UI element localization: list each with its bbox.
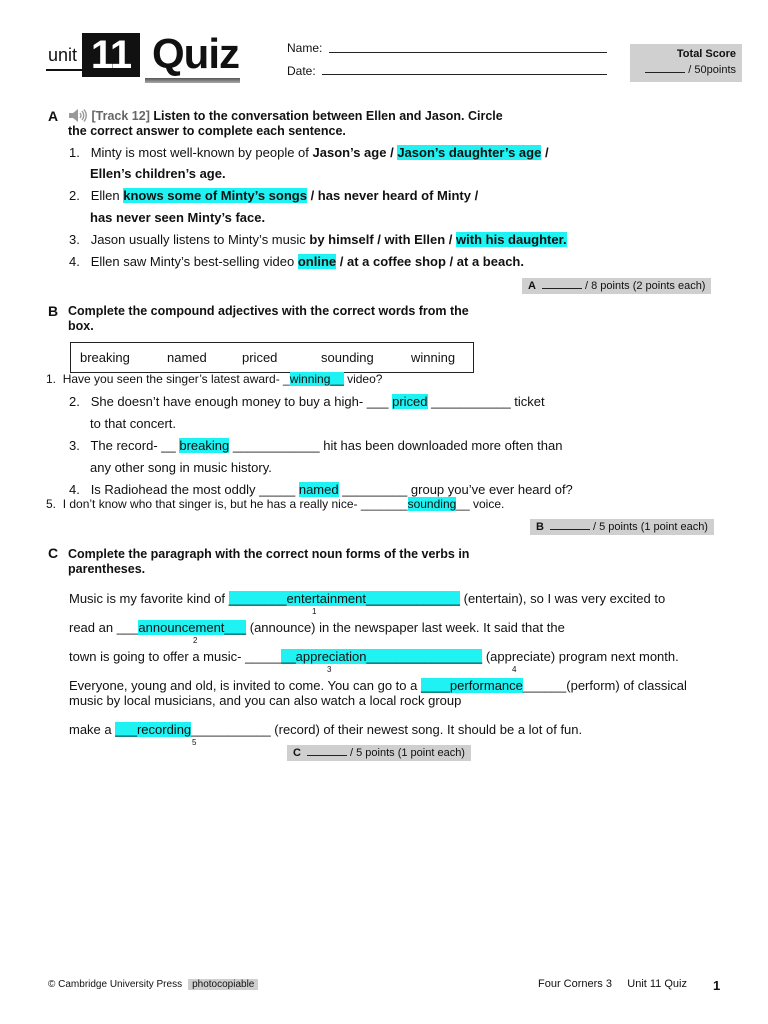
section-c-score-blank[interactable] (307, 748, 347, 756)
list-item-b1: 1. Have you seen the singer’s latest award- _winning__ video? (46, 372, 383, 386)
answer-blank[interactable]: winning__ (289, 372, 344, 386)
quiz-title-bar (145, 78, 240, 83)
paragraph-line-6: make a ___recording___________ (record) of their newest song. It should be a lot of fun. (69, 722, 583, 737)
paragraph-line-5: music by local musicians, and you can also watch a local rock group (69, 693, 462, 708)
date-label: Date: (287, 64, 316, 78)
circled-answer[interactable]: with his daughter. (456, 232, 567, 247)
continuation-text: to that concert. (90, 416, 176, 431)
total-score-points: / 50points (688, 64, 736, 76)
box-word: sounding (321, 350, 374, 365)
list-item-b4: 4. Is Radiohead the most oddly _____ named _________ group you’ve ever heard of? (69, 482, 573, 497)
instruction-line-2: the correct answer to complete each sentence. (68, 124, 346, 138)
blank-number: 1 (312, 607, 317, 616)
answer-blank[interactable]: __appreciation________________ (281, 649, 483, 664)
answer-blank[interactable]: ___recording (115, 722, 192, 737)
circled-answer[interactable]: Jason’s daughter’s age (397, 145, 542, 160)
section-a-score-blank[interactable] (542, 281, 582, 289)
page-number: 1 (713, 978, 721, 993)
answer-blank[interactable]: ________entertainment_____________ (228, 591, 460, 606)
circled-answer[interactable]: online (297, 254, 337, 269)
total-score-blank[interactable] (645, 65, 685, 73)
box-word: named (167, 350, 207, 365)
section-c-subtotal: C / 5 points (1 point each) (287, 745, 471, 761)
section-b-letter: B (48, 303, 59, 319)
photocopiable-badge: photocopiable (188, 979, 258, 990)
answer-blank[interactable]: announcement___ (138, 620, 247, 635)
blank-number: 4 (512, 665, 517, 674)
blank-number: 3 (327, 665, 332, 674)
section-c-instruction: Complete the paragraph with the correct noun forms of the verbs in parentheses. (68, 547, 470, 576)
name-label: Name: (287, 41, 323, 55)
instruction-line-1: Listen to the conversation between Ellen and Jason. Circle (153, 109, 503, 123)
choice[interactable]: by himself / with Ellen / (309, 232, 453, 247)
list-item-a4: 4. Ellen saw Minty’s best-selling video online / at a coffee shop / at a beach. (69, 254, 524, 269)
paragraph-line-3: town is going to offer a music- _______appreciation________________ (appreciate) program next month. (69, 649, 679, 664)
blank-number: 5 (192, 738, 197, 747)
name-field[interactable] (329, 52, 607, 53)
word-box (70, 342, 474, 373)
date-field[interactable] (322, 74, 607, 75)
answer-blank[interactable]: breaking (179, 438, 230, 453)
answer-blank[interactable]: named (298, 482, 339, 497)
answer-blank[interactable]: sounding (407, 497, 457, 511)
paragraph-line-2: read an ___announcement___ (announce) in the newspaper last week. It said that the (69, 620, 565, 635)
box-word: winning (411, 350, 456, 365)
answer-blank[interactable]: ____performance (420, 678, 523, 693)
total-score-label: Total Score (676, 48, 736, 60)
choice[interactable]: / at a coffee shop / at a beach. (339, 254, 524, 269)
paragraph-line-1: Music is my favorite kind of ________entertainment_____________ (entertain), so I was very excited to (69, 591, 666, 606)
paragraph-line-4: Everyone, young and old, is invited to come. You can go to a ____performance______(perform) of classical (69, 678, 687, 693)
section-a-letter: A (48, 108, 59, 124)
list-item-b5: 5. I don’t know who that singer is, but he has a really nice- _______sounding__ voice. (46, 497, 505, 511)
choice[interactable]: / has never heard of Minty / (310, 188, 479, 203)
box-word: priced (242, 350, 278, 365)
list-item-b3: 3. The record- __ breaking ____________ hit has been downloaded more often than (69, 438, 563, 453)
choice[interactable]: Jason’s age / (312, 145, 394, 160)
section-b-subtotal: B / 5 points (1 point each) (530, 519, 714, 535)
section-b-instruction: Complete the compound adjectives with the correct words from the box. (68, 304, 469, 333)
continuation-text: any other song in music history. (90, 460, 272, 475)
section-c-letter: C (48, 545, 59, 561)
unit-number-badge: 11 (82, 33, 140, 77)
section-b-score-blank[interactable] (550, 522, 590, 530)
list-item-b2: 2. She doesn’t have enough money to buy a high- ___ priced ___________ ticket (69, 394, 545, 409)
footer-book-info: Four Corners 3 Unit 11 Quiz (538, 978, 687, 990)
list-item-a2: 2. Ellen knows some of Minty’s songs / has never heard of Minty / (69, 188, 479, 203)
total-score-box (630, 44, 742, 82)
circled-answer[interactable]: knows some of Minty’s songs (123, 188, 307, 203)
unit-label: unit (48, 45, 78, 65)
footer-copyright: © Cambridge University Press photocopiable (48, 979, 258, 990)
speaker-icon[interactable] (68, 109, 88, 122)
list-item-a1: 1. Minty is most well-known by people of Jason’s age / Jason’s daughter’s age / (69, 145, 549, 160)
answer-blank[interactable]: priced (392, 394, 428, 409)
section-a-subtotal: A / 8 points (2 points each) (522, 278, 711, 294)
choice[interactable]: Ellen’s children’s age. (90, 166, 226, 181)
box-word: breaking (80, 350, 130, 365)
blank-number: 2 (193, 636, 198, 645)
quiz-title: Quiz (152, 30, 239, 77)
track-label: [Track 12] (91, 109, 150, 123)
section-a-instruction (68, 109, 503, 139)
list-item-a3: 3. Jason usually listens to Minty’s music by himself / with Ellen / with his daughter. (69, 232, 567, 247)
unit-underline (46, 69, 82, 71)
choice[interactable]: has never seen Minty’s face. (90, 210, 266, 225)
